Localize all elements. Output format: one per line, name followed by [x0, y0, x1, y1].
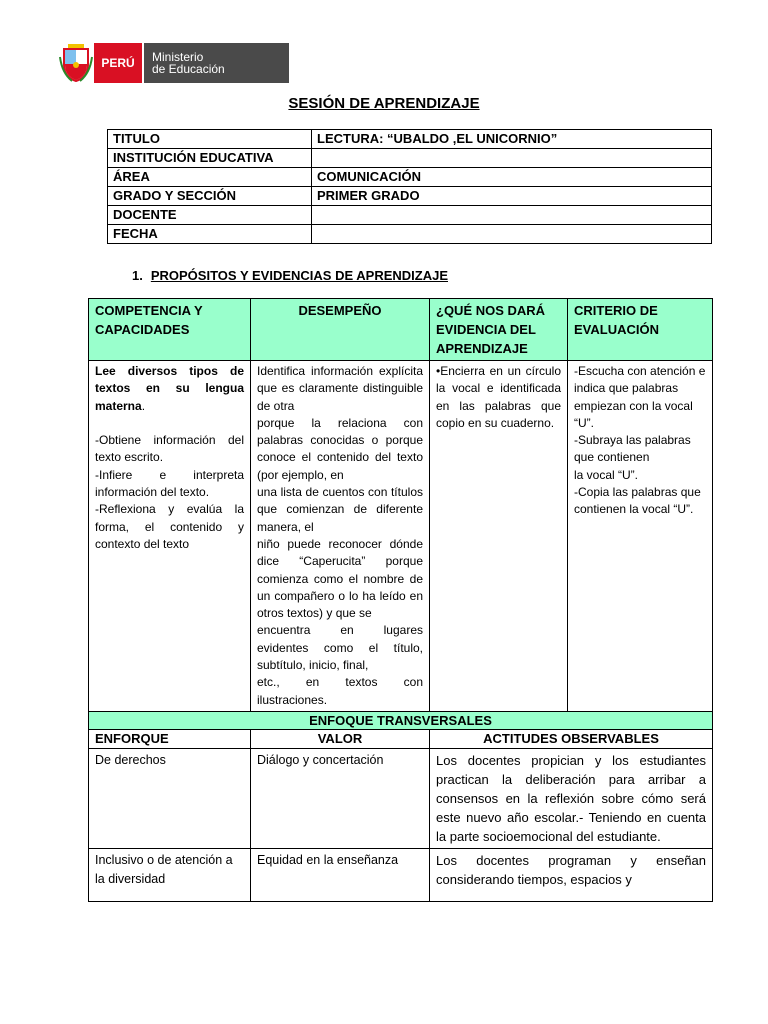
enfoque-header-row — [89, 729, 713, 748]
session-info-table — [107, 129, 712, 244]
header-evidencia: ¿QUÉ NOS DARÁ EVIDENCIA DEL APRENDIZAJE — [430, 299, 568, 361]
info-key: TITULO — [108, 130, 312, 149]
section-heading — [132, 268, 448, 283]
valor-cell: Diálogo y concertación — [251, 748, 430, 848]
info-row — [108, 206, 712, 225]
capacidad-item: -Infiere e interpreta información del texto. — [95, 467, 244, 500]
info-row — [108, 187, 712, 206]
valor-cell: Equidad en la enseñanza — [251, 848, 430, 901]
info-value: COMUNICACIÓN — [312, 168, 712, 187]
info-value — [312, 225, 712, 244]
peru-label: PERÚ — [94, 43, 142, 83]
table-header-row — [89, 299, 713, 361]
enfoque-cell: Inclusivo o de atención a la diversidad — [89, 848, 251, 901]
desempeno-text: encuentra en lugares evidentes como el título, subtítulo, inicio, final, — [257, 623, 423, 673]
enfoque-band: ENFOQUE TRANSVERSALES — [89, 711, 713, 729]
enfoque-band-row — [89, 711, 713, 729]
ministry-line-1: Ministerio — [152, 50, 204, 64]
desempeno-text: etc., en textos con ilustraciones. — [257, 675, 423, 707]
info-value — [312, 206, 712, 225]
desempeno-text: niño puede reconocer dónde dice “Caperucita” porque comienza como el nombre de un compañero o lo ha leído en otros textos) y que se — [257, 536, 423, 621]
table-row — [89, 748, 713, 848]
enfoque-cell: De derechos — [89, 748, 251, 848]
desempeno-text: porque la relaciona con palabras conocidas o porque conoce el contenido del texto (por ejemplo, en — [257, 415, 423, 482]
criterio-item: -Copia las palabras que contienen la vocal “U”. — [574, 485, 701, 517]
evidencia-cell: •Encierra en un círculo la vocal e identificada en las palabras que copio en su cuaderno. — [430, 361, 568, 712]
header-criterio: CRITERIO DE EVALUACIÓN — [568, 299, 713, 361]
info-key: FECHA — [108, 225, 312, 244]
section-title: PROPÓSITOS Y EVIDENCIAS DE APRENDIZAJE — [150, 268, 448, 283]
criterio-item: -Subraya las palabras que contienen — [574, 433, 691, 465]
info-row — [108, 130, 712, 149]
actitudes-cell: Los docentes propician y los estudiantes practican la deliberación para arribar a consensos en la reflexión sobre cómo será este nuevo año escolar.- Teniendo en cuenta la parte socioemocional del estudiante. — [430, 748, 713, 848]
table-row — [89, 848, 713, 901]
info-row — [108, 225, 712, 244]
info-value — [312, 149, 712, 168]
info-value: PRIMER GRADO — [312, 187, 712, 206]
header-competencia: COMPETENCIA Y CAPACIDADES — [89, 299, 251, 361]
desempeno-text: Identifica información explícita que es claramente distinguible de otra — [257, 364, 423, 413]
desempeno-cell — [251, 361, 430, 712]
info-row — [108, 149, 712, 168]
criterio-item: la vocal “U”. — [574, 467, 639, 482]
enfoque-header: ENFORQUE — [89, 729, 251, 748]
info-row — [108, 168, 712, 187]
info-key: DOCENTE — [108, 206, 312, 225]
criterio-item: -Escucha con atención e indica que palabras empiezan con la vocal “U”. — [574, 364, 706, 430]
header-desempeno: DESEMPEÑO — [251, 299, 430, 361]
page-title: SESIÓN DE APRENDIZAJE — [288, 95, 480, 112]
ministry-line-2: de Educación — [152, 62, 225, 76]
ministry-logo — [58, 43, 289, 83]
actitudes-cell: Los docentes programan y enseñan considerando tiempos, espacios y — [430, 848, 713, 901]
competencia-title: Lee diversos tipos de textos en su lengua materna — [95, 364, 244, 413]
info-key: GRADO Y SECCIÓN — [108, 187, 312, 206]
actitudes-header: ACTITUDES OBSERVABLES — [430, 729, 713, 748]
section-number: 1. — [132, 268, 143, 283]
valor-header: VALOR — [251, 729, 430, 748]
info-value: LECTURA: “UBALDO ,EL UNICORNIO” — [312, 130, 712, 149]
ministry-name — [142, 43, 289, 83]
coat-of-arms-icon — [58, 43, 94, 83]
table-row — [89, 361, 713, 712]
desempeno-text: una lista de cuentos con títulos que comienzan de diferente manera, el — [257, 485, 423, 534]
criterio-cell — [568, 361, 713, 712]
info-key: ÁREA — [108, 168, 312, 187]
competencia-tail: . — [141, 398, 146, 413]
capacidad-item: -Obtiene información del texto escrito. — [95, 433, 244, 465]
competencia-cell — [89, 361, 251, 712]
info-key: INSTITUCIÓN EDUCATIVA — [108, 149, 312, 168]
learning-purposes-table — [88, 298, 713, 902]
capacidad-item: -Reflexiona y evalúa la forma, el contenido y contexto del texto — [95, 502, 244, 551]
